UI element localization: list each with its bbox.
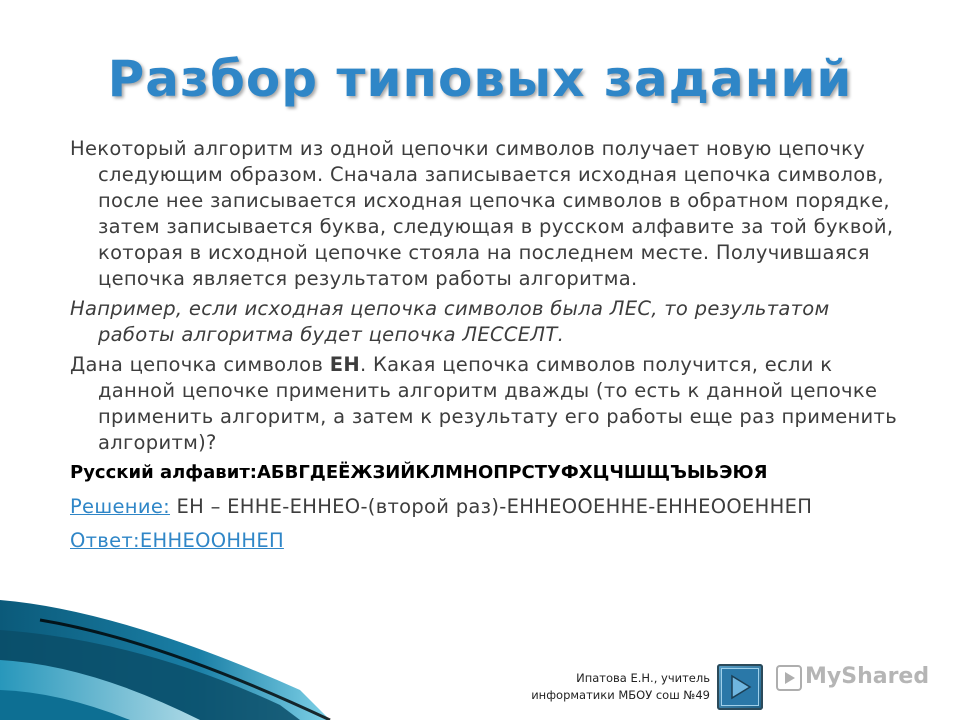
watermark-logo-icon [775,664,803,692]
slide-body [70,136,900,558]
question-prefix: Дана цепочка символов [70,353,330,376]
author-line-1: Ипатова Е.Н., учитель [576,671,710,685]
question-chain: ЕН [329,353,360,376]
algorithm-description: Некоторый алгоритм из одной цепочки символов получает новую цепочку следующим образом. Сначала записывается исходная цепочка символов, после нее записывается исходная цепочка символов в обратном порядке, затем записывается буква, следующая в русском алфавите за той буквой, которая в исходной цепочке стояла на последнем месте. Получившаяся цепочка является результатом работы алгоритма. [70,137,894,290]
slide-title: Разбор типовых заданий [107,50,853,108]
example-paragraph: Например, если исходная цепочка символов была ЛЕС, то результатом работы алгоритма будет цепочка ЛЕССЕЛТ. [70,297,830,346]
play-arrow-icon [722,669,758,705]
solution-text: ЕН – ЕННЕ-ЕННЕО-(второй раз)-ЕННЕООЕННЕ-ЕННЕООЕННЕП [170,495,813,518]
answer-paragraph [70,528,900,554]
question-rest: . Какая цепочка символов получится, если к данной цепочке применить алгоритм дважды (то есть к данной цепочке применить алгоритм, а затем к результату его работы еще раз применить алгоритм)? [98,353,897,454]
next-slide-button[interactable] [717,664,763,710]
watermark-text: MyShared [805,664,930,689]
alphabet-line: Русский алфавит:АБВГДЕЁЖЗИЙКЛМНОПРСТУФХЦЧШЩЪЫЬЭЮЯ [70,462,768,483]
author-line-2: информатики МБОУ сош №49 [531,688,710,702]
question-paragraph [70,352,900,456]
watermark [775,660,935,696]
solution-link[interactable]: Решение: [70,495,170,518]
author-credit [490,670,710,704]
solution-paragraph [70,494,900,520]
answer-link[interactable]: Ответ:ЕННЕООННЕП [70,529,284,552]
